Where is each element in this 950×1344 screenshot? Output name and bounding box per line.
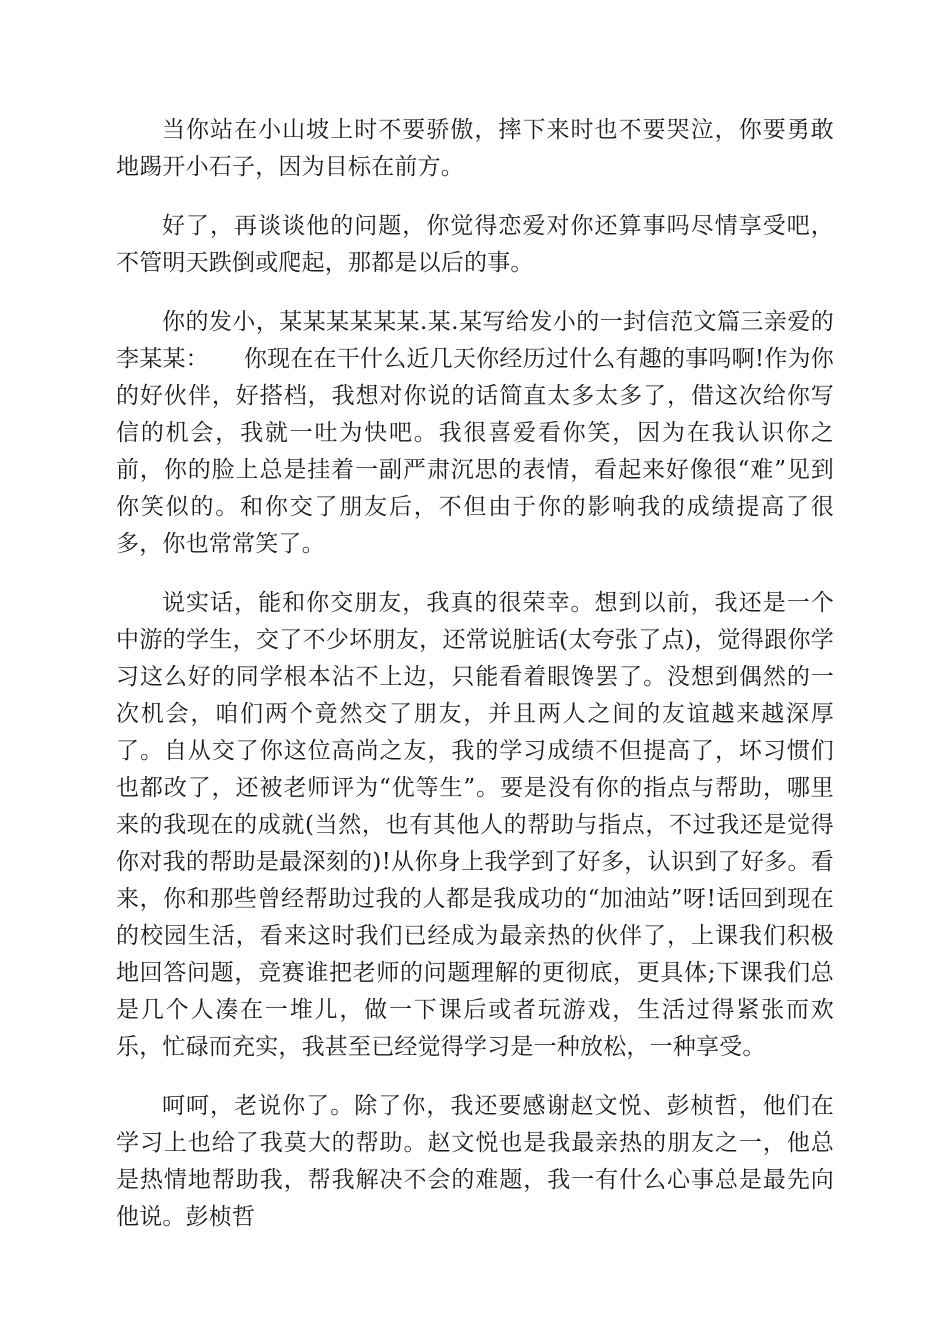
paragraph-3: 你的发小，某某某某某某.某.某写给发小的一封信范文篇三亲爱的李某某： 你现在在干什么近几天你经历过什么有趣的事吗啊!作为你的好伙伴，好搭档，我想对你说的话简直太多太多了，借这次给你写信的机会，我就一吐为快吧。我很喜爱看你笑，因为在我认识你之前，你的脸上总是挂着一副严肃沉思的表情，看起来好像很“难”见到你笑似的。和你交了朋友后，不但由于你的影响我的成绩提高了很多，你也常常笑了。 <box>116 309 834 557</box>
paragraph-4: 说实话，能和你交朋友，我真的很荣幸。想到以前，我还是一个中游的学生，交了不少坏朋友，还常说脏话(太夸张了点)，觉得跟你学习这么好的同学根本沾不上边，只能看着眼馋罢了。没想到偶然的一次机会，咱们两个竟然交了朋友，并且两人之间的友谊越来越深厚了。自从交了你这位高尚之友，我的学习成绩不但提高了，坏习惯们也都改了，还被老师评为“优等生”。要是没有你的指点与帮助，哪里来的我现在的成就(当然，也有其他人的帮助与指点，不过我还是觉得你对我的帮助是最深刻的)!从你身上我学到了好多，认识到了好多。看来，你和那些曾经帮助过我的人都是我成功的“加油站”呀!话回到现在的校园生活，看来这时我们已经成为最亲热的伙伴了，上课我们积极地回答问题，竞赛谁把老师的问题理解的更彻底，更具体;下课我们总是几个人凑在一堆儿，做一下课后或者玩游戏，生活过得紧张而欢乐，忙碌而充实，我甚至已经觉得学习是一种放松，一种享受。 <box>116 590 834 1060</box>
paragraph-2: 好了，再谈谈他的问题，你觉得恋爱对你还算事吗尽情享受吧，不管明天跌倒或爬起，那都是以后的事。 <box>116 213 834 276</box>
document-body <box>116 112 834 1258</box>
paragraph-1: 当你站在小山坡上时不要骄傲，摔下来时也不要哭泣，你要勇敢地踢开小石子，因为目标在前方。 <box>116 117 834 180</box>
paragraph-5: 呵呵，老说你了。除了你，我还要感谢赵文悦、彭桢哲，他们在学习上也给了我莫大的帮助。赵文悦也是我最亲热的朋友之一，他总是热情地帮助我，帮我解决不会的难题，我一有什么心事总是最先向他说。彭桢哲 <box>116 1093 834 1230</box>
